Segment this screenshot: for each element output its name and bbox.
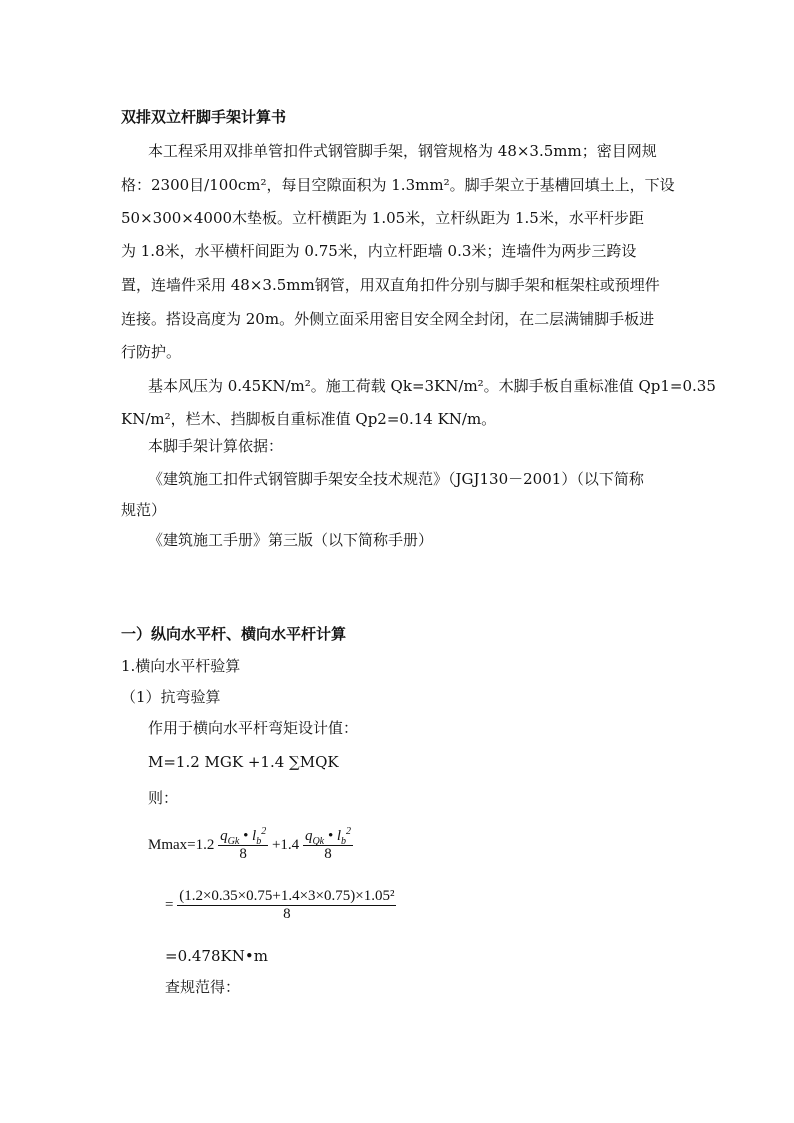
intro-line-6: 连接。搭设高度为 20m。外侧立面采用密目安全网全封闭，在二层满铺脚手板进 [121,310,655,328]
loads-line-2: KN/m²，栏木、挡脚板自重标准值 Qp2=0.14 KN/m。 [121,410,497,428]
doc-title: 双排双立杆脚手架计算书 [121,108,287,126]
section1-subheading: 1.横向水平杆验算 [121,657,241,675]
mmax-formula: Mmax=1.2 $\frac{q_{Gk} • l_b^2}{8}$ +1.4 $\frac{q_{Qk} • l_b^2}{8}$ [148,826,352,862]
intro-line-1: 本工程采用双排单管扣件式钢管脚手架，钢管规格为 48×3.5mm；密目网规 [148,142,657,160]
section1-subsubheading: （1）抗弯验算 [121,688,221,706]
intro-line-2: 格：2300目/100cm²，每目空隙面积为 1.3mm²。脚手架立于基槽回填土上，下设 [121,176,675,194]
mmax-label: Mmax=1.2 [148,836,215,853]
basis-heading: 本脚手架计算依据： [148,437,284,455]
moment-formula: M=1.2 MGK +1.4 ∑MQK [148,753,339,771]
design-moment-line: 作用于横向水平杆弯矩设计值： [148,719,359,737]
basis-ref1-line-1: 《建筑施工扣件式钢管脚手架安全技术规范》（JGJ130－2001）（以下简称 [148,470,644,488]
fraction-numerator: (1.2×0.35×0.75+1.4×3×0.75)×1.05² [179,888,395,904]
then-label: 则： [148,789,179,807]
intro-line-3: 50×300×4000木垫板。立杆横距为 1.05米，立杆纵距为 1.5米，水平杆步距 [121,209,644,227]
fraction-gk: $\frac{q_{Gk} • l_b^2}{8}$ [220,826,267,862]
fraction-denominator: 8 [283,906,291,922]
intro-line-5: 置，连墙件采用 48×3.5mm钢管，用双直角扣件分别与脚手架和框架柱或预埋件 [121,276,660,294]
intro-line-7: 行防护。 [121,343,182,361]
lookup-line: 查规范得： [165,978,241,996]
intro-line-4: 为 1.8米，水平横杆间距为 0.75米，内立杆距墙 0.3米；连墙件为两步三跨设 [121,242,637,260]
basis-ref1-line-2: 规范） [121,501,167,519]
numeric-fraction [177,888,396,923]
section1-heading: 一）纵向水平杆、横向水平杆计算 [121,625,347,643]
fraction-qk: $\frac{q_{Qk} • l_b^2}{8}$ [304,826,352,862]
result-value: =0.478KN•m [165,947,268,965]
loads-line-1: 基本风压为 0.45KN/m²。施工荷载 Qk=3KN/m²。木脚手板自重标准值 Qp1=0.35 [148,377,716,395]
basis-ref2: 《建筑施工手册》第三版（以下简称手册） [148,531,434,549]
numeric-expression: = $\frac{\text{(1.2×0.35×0.75+1.4×3×0.75)×1.05²}}{8}$ [165,888,395,922]
